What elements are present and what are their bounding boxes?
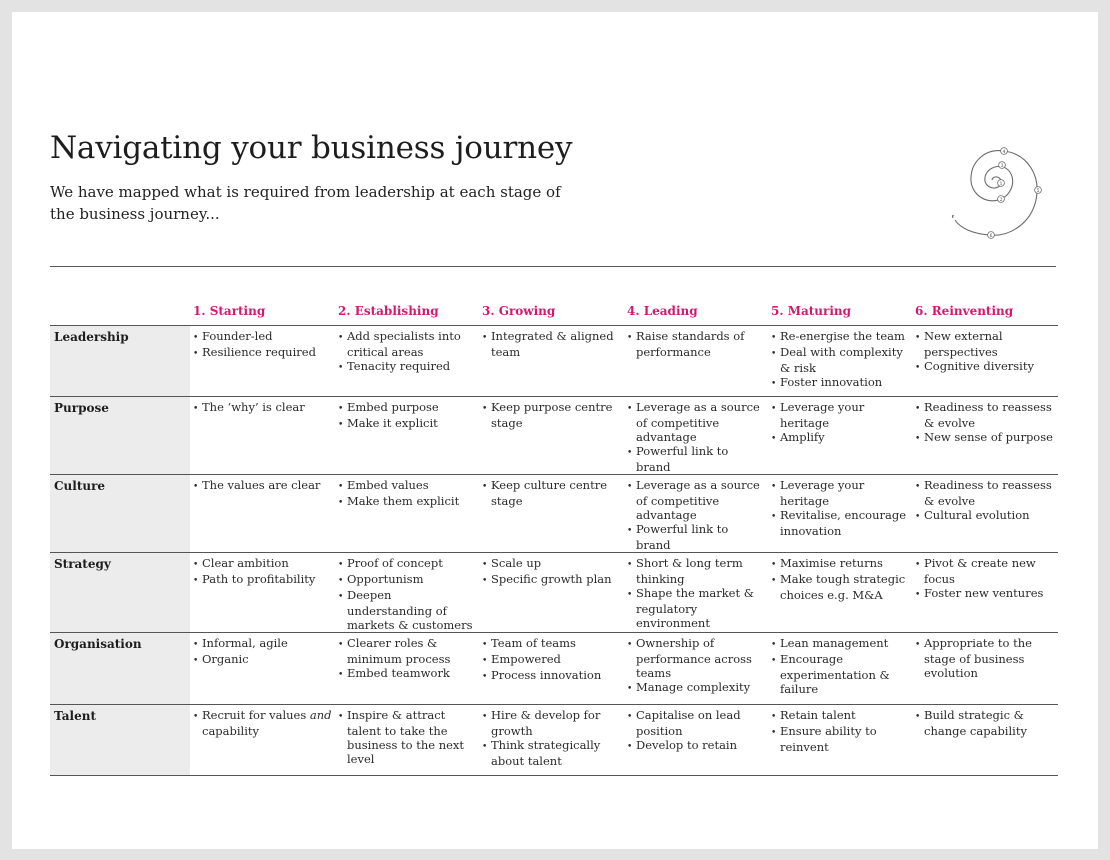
list-item: • Ensure ability to reinvent xyxy=(771,724,910,754)
list-item: • Powerful link to brand xyxy=(627,444,766,474)
list-item: • Make them explicit xyxy=(338,494,477,510)
table-cell xyxy=(335,475,479,553)
bullet-list xyxy=(627,400,766,474)
list-item: • Informal, agile xyxy=(193,636,333,652)
bullet-list xyxy=(915,478,1056,524)
svg-text:3: 3 xyxy=(1000,164,1004,169)
svg-text:2: 2 xyxy=(999,198,1003,203)
table-row xyxy=(50,553,1058,633)
bullet-list xyxy=(193,400,333,416)
list-item: • Clearer roles & minimum process xyxy=(338,636,477,666)
bullet-list xyxy=(915,636,1056,680)
table-cell xyxy=(190,553,335,633)
stage-marker-4 xyxy=(1001,148,1008,155)
list-item: • Think strategically about talent xyxy=(482,738,622,768)
list-item: • Proof of concept xyxy=(338,556,477,572)
page-title: Navigating your business journey xyxy=(50,130,573,166)
bullet-list xyxy=(193,708,333,738)
table-row xyxy=(50,326,1058,397)
bullet-list xyxy=(915,708,1056,738)
svg-text:5: 5 xyxy=(1036,189,1040,194)
header-row xyxy=(50,302,1058,326)
table-cell xyxy=(912,633,1058,705)
bullet-list xyxy=(627,329,766,359)
header-divider xyxy=(50,266,1056,267)
stages-table-body xyxy=(50,326,1058,776)
bullet-list xyxy=(193,478,333,494)
list-item: • Amplify xyxy=(771,430,910,446)
bullet-list xyxy=(915,556,1056,602)
list-item: • Opportunism xyxy=(338,572,477,588)
list-item: • Cognitive diversity xyxy=(915,359,1056,375)
list-item: • Ownership of performance across teams xyxy=(627,636,766,680)
list-item: • Maximise returns xyxy=(771,556,910,572)
list-item: • Integrated & aligned team xyxy=(482,329,622,359)
stage-header-4: 4. Leading xyxy=(627,304,698,318)
list-item: • Cultural evolution xyxy=(915,508,1056,524)
table-cell xyxy=(190,475,335,553)
list-item: • Clear ambition xyxy=(193,556,333,572)
table-cell xyxy=(768,326,912,397)
table-cell xyxy=(335,633,479,705)
bullet-list xyxy=(627,556,766,630)
bullet-list xyxy=(482,708,622,768)
stage-marker-2 xyxy=(998,196,1005,203)
stage-marker-3 xyxy=(999,162,1006,169)
table-cell xyxy=(912,397,1058,475)
row-label: Leadership xyxy=(50,326,190,397)
bullet-list xyxy=(771,400,910,446)
list-item: • Resilience required xyxy=(193,345,333,361)
list-item: • Readiness to reassess & evolve xyxy=(915,478,1056,508)
list-item: • Empowered xyxy=(482,652,622,668)
svg-text:1: 1 xyxy=(999,182,1003,187)
row-label: Organisation xyxy=(50,633,190,705)
bullet-list xyxy=(627,478,766,552)
stage-header-1: 1. Starting xyxy=(193,304,266,318)
stage-header-3: 3. Growing xyxy=(482,304,556,318)
table-row xyxy=(50,397,1058,475)
table-cell xyxy=(624,633,768,705)
list-item: • Make it explicit xyxy=(338,416,477,432)
list-item: • Encourage experimentation & failure xyxy=(771,652,910,696)
list-item: • Recruit for values and capability xyxy=(193,708,333,738)
list-item: • Embed purpose xyxy=(338,400,477,416)
list-item: • Short & long term thinking xyxy=(627,556,766,586)
table-cell xyxy=(768,475,912,553)
row-label: Strategy xyxy=(50,553,190,633)
bullet-list xyxy=(482,556,622,588)
bullet-list xyxy=(627,708,766,754)
list-item: • Leverage as a source of competitive advantage xyxy=(627,400,766,444)
list-item: • Embed teamwork xyxy=(338,666,477,682)
bullet-list xyxy=(193,636,333,668)
table-cell xyxy=(335,397,479,475)
list-item: • The values are clear xyxy=(193,478,333,494)
table-row xyxy=(50,475,1058,553)
table-cell xyxy=(190,397,335,475)
list-item: • Appropriate to the stage of business evolution xyxy=(915,636,1056,680)
list-item: • Revitalise, encourage innovation xyxy=(771,508,910,538)
stages-table xyxy=(50,302,1058,776)
row-label: Talent xyxy=(50,705,190,776)
list-item: • Team of teams xyxy=(482,636,622,652)
list-item: • Deepen understanding of markets & customers xyxy=(338,588,477,632)
bullet-list xyxy=(915,400,1056,446)
table-cell xyxy=(190,326,335,397)
table-cell xyxy=(624,553,768,633)
bullet-list xyxy=(482,329,622,359)
list-item: • Scale up xyxy=(482,556,622,572)
list-item: • Leverage your heritage xyxy=(771,400,910,430)
table-cell xyxy=(768,553,912,633)
list-item: • Add specialists into critical areas xyxy=(338,329,477,359)
list-item: • Powerful link to brand xyxy=(627,522,766,552)
list-item: • Build strategic & change capability xyxy=(915,708,1056,738)
bullet-list xyxy=(627,636,766,696)
list-item: • Embed values xyxy=(338,478,477,494)
page xyxy=(12,12,1098,849)
table-cell xyxy=(912,705,1058,776)
list-item: • Foster new ventures xyxy=(915,586,1056,602)
list-item: • Raise standards of performance xyxy=(627,329,766,359)
list-item: • Deal with complexity & risk xyxy=(771,345,910,375)
spiral-icon xyxy=(940,120,1060,260)
bullet-list xyxy=(771,708,910,754)
table-cell xyxy=(624,397,768,475)
stage-marker-5 xyxy=(1035,187,1042,194)
list-item: • Develop to retain xyxy=(627,738,766,754)
table-cell xyxy=(912,326,1058,397)
table-cell xyxy=(479,553,624,633)
table-cell xyxy=(912,553,1058,633)
bullet-list xyxy=(338,708,477,766)
list-item: • Capitalise on lead position xyxy=(627,708,766,738)
bullet-list xyxy=(338,329,477,375)
table-cell xyxy=(190,705,335,776)
table-cell xyxy=(624,705,768,776)
table-cell xyxy=(479,397,624,475)
table-cell xyxy=(479,326,624,397)
table-cell xyxy=(624,475,768,553)
bullet-list xyxy=(193,329,333,361)
table-cell xyxy=(335,326,479,397)
bullet-list xyxy=(771,478,910,538)
bullet-list xyxy=(193,556,333,588)
table-cell xyxy=(624,326,768,397)
svg-text:4: 4 xyxy=(1002,150,1006,155)
table-cell xyxy=(479,475,624,553)
header-corner xyxy=(50,302,190,326)
stage-header-2: 2. Establishing xyxy=(338,304,439,318)
list-item: • Re-energise the team xyxy=(771,329,910,345)
list-item: • New external perspectives xyxy=(915,329,1056,359)
table-row xyxy=(50,633,1058,705)
stages-header-row xyxy=(50,302,1058,326)
list-item: • Hire & develop for growth xyxy=(482,708,622,738)
list-item: • Keep purpose centre stage xyxy=(482,400,622,430)
table-cell xyxy=(335,705,479,776)
list-item: • Lean management xyxy=(771,636,910,652)
list-item: • Make tough strategic choices e.g. M&A xyxy=(771,572,910,602)
bullet-list xyxy=(771,636,910,696)
list-item: • Founder-led xyxy=(193,329,333,345)
stage-marker-6 xyxy=(988,232,995,239)
bullet-list xyxy=(482,478,622,508)
svg-text:6: 6 xyxy=(989,234,993,239)
list-item: • Path to profitability xyxy=(193,572,333,588)
list-item: • Specific growth plan xyxy=(482,572,622,588)
list-item: • Foster innovation xyxy=(771,375,910,391)
list-item: • Keep culture centre stage xyxy=(482,478,622,508)
table-cell xyxy=(479,633,624,705)
list-item: • Shape the market & regulatory environment xyxy=(627,586,766,630)
list-item: • New sense of purpose xyxy=(915,430,1056,446)
list-item: • Process innovation xyxy=(482,668,622,684)
list-item: • Readiness to reassess & evolve xyxy=(915,400,1056,430)
table-cell xyxy=(335,553,479,633)
bullet-list xyxy=(915,329,1056,375)
bullet-list xyxy=(338,478,477,510)
table-cell xyxy=(190,633,335,705)
bullet-list xyxy=(338,400,477,432)
bullet-list xyxy=(338,556,477,632)
stage-header-6: 6. Reinventing xyxy=(915,304,1014,318)
row-label: Purpose xyxy=(50,397,190,475)
stage-header-5: 5. Maturing xyxy=(771,304,852,318)
list-item: • The ‘why’ is clear xyxy=(193,400,333,416)
list-item: • Inspire & attract talent to take the business to the next level xyxy=(338,708,477,766)
row-label: Culture xyxy=(50,475,190,553)
bullet-list xyxy=(771,556,910,602)
list-item: • Pivot & create new focus xyxy=(915,556,1056,586)
bullet-list xyxy=(482,400,622,430)
list-item: • Tenacity required xyxy=(338,359,477,375)
list-item: • Retain talent xyxy=(771,708,910,724)
list-item: • Manage complexity xyxy=(627,680,766,696)
table-cell xyxy=(768,705,912,776)
bullet-list xyxy=(482,636,622,684)
bullet-list xyxy=(338,636,477,682)
stage-marker-1 xyxy=(998,180,1005,187)
bullet-list xyxy=(771,329,910,391)
list-item: • Leverage as a source of competitive advantage xyxy=(627,478,766,522)
table-cell xyxy=(768,633,912,705)
table-cell xyxy=(479,705,624,776)
page-subtitle: We have mapped what is required from leadership at each stage of the business journey... xyxy=(50,183,561,223)
list-item: • Organic xyxy=(193,652,333,668)
list-item: • Leverage your heritage xyxy=(771,478,910,508)
table-cell xyxy=(912,475,1058,553)
table-row xyxy=(50,705,1058,776)
table-cell xyxy=(768,397,912,475)
